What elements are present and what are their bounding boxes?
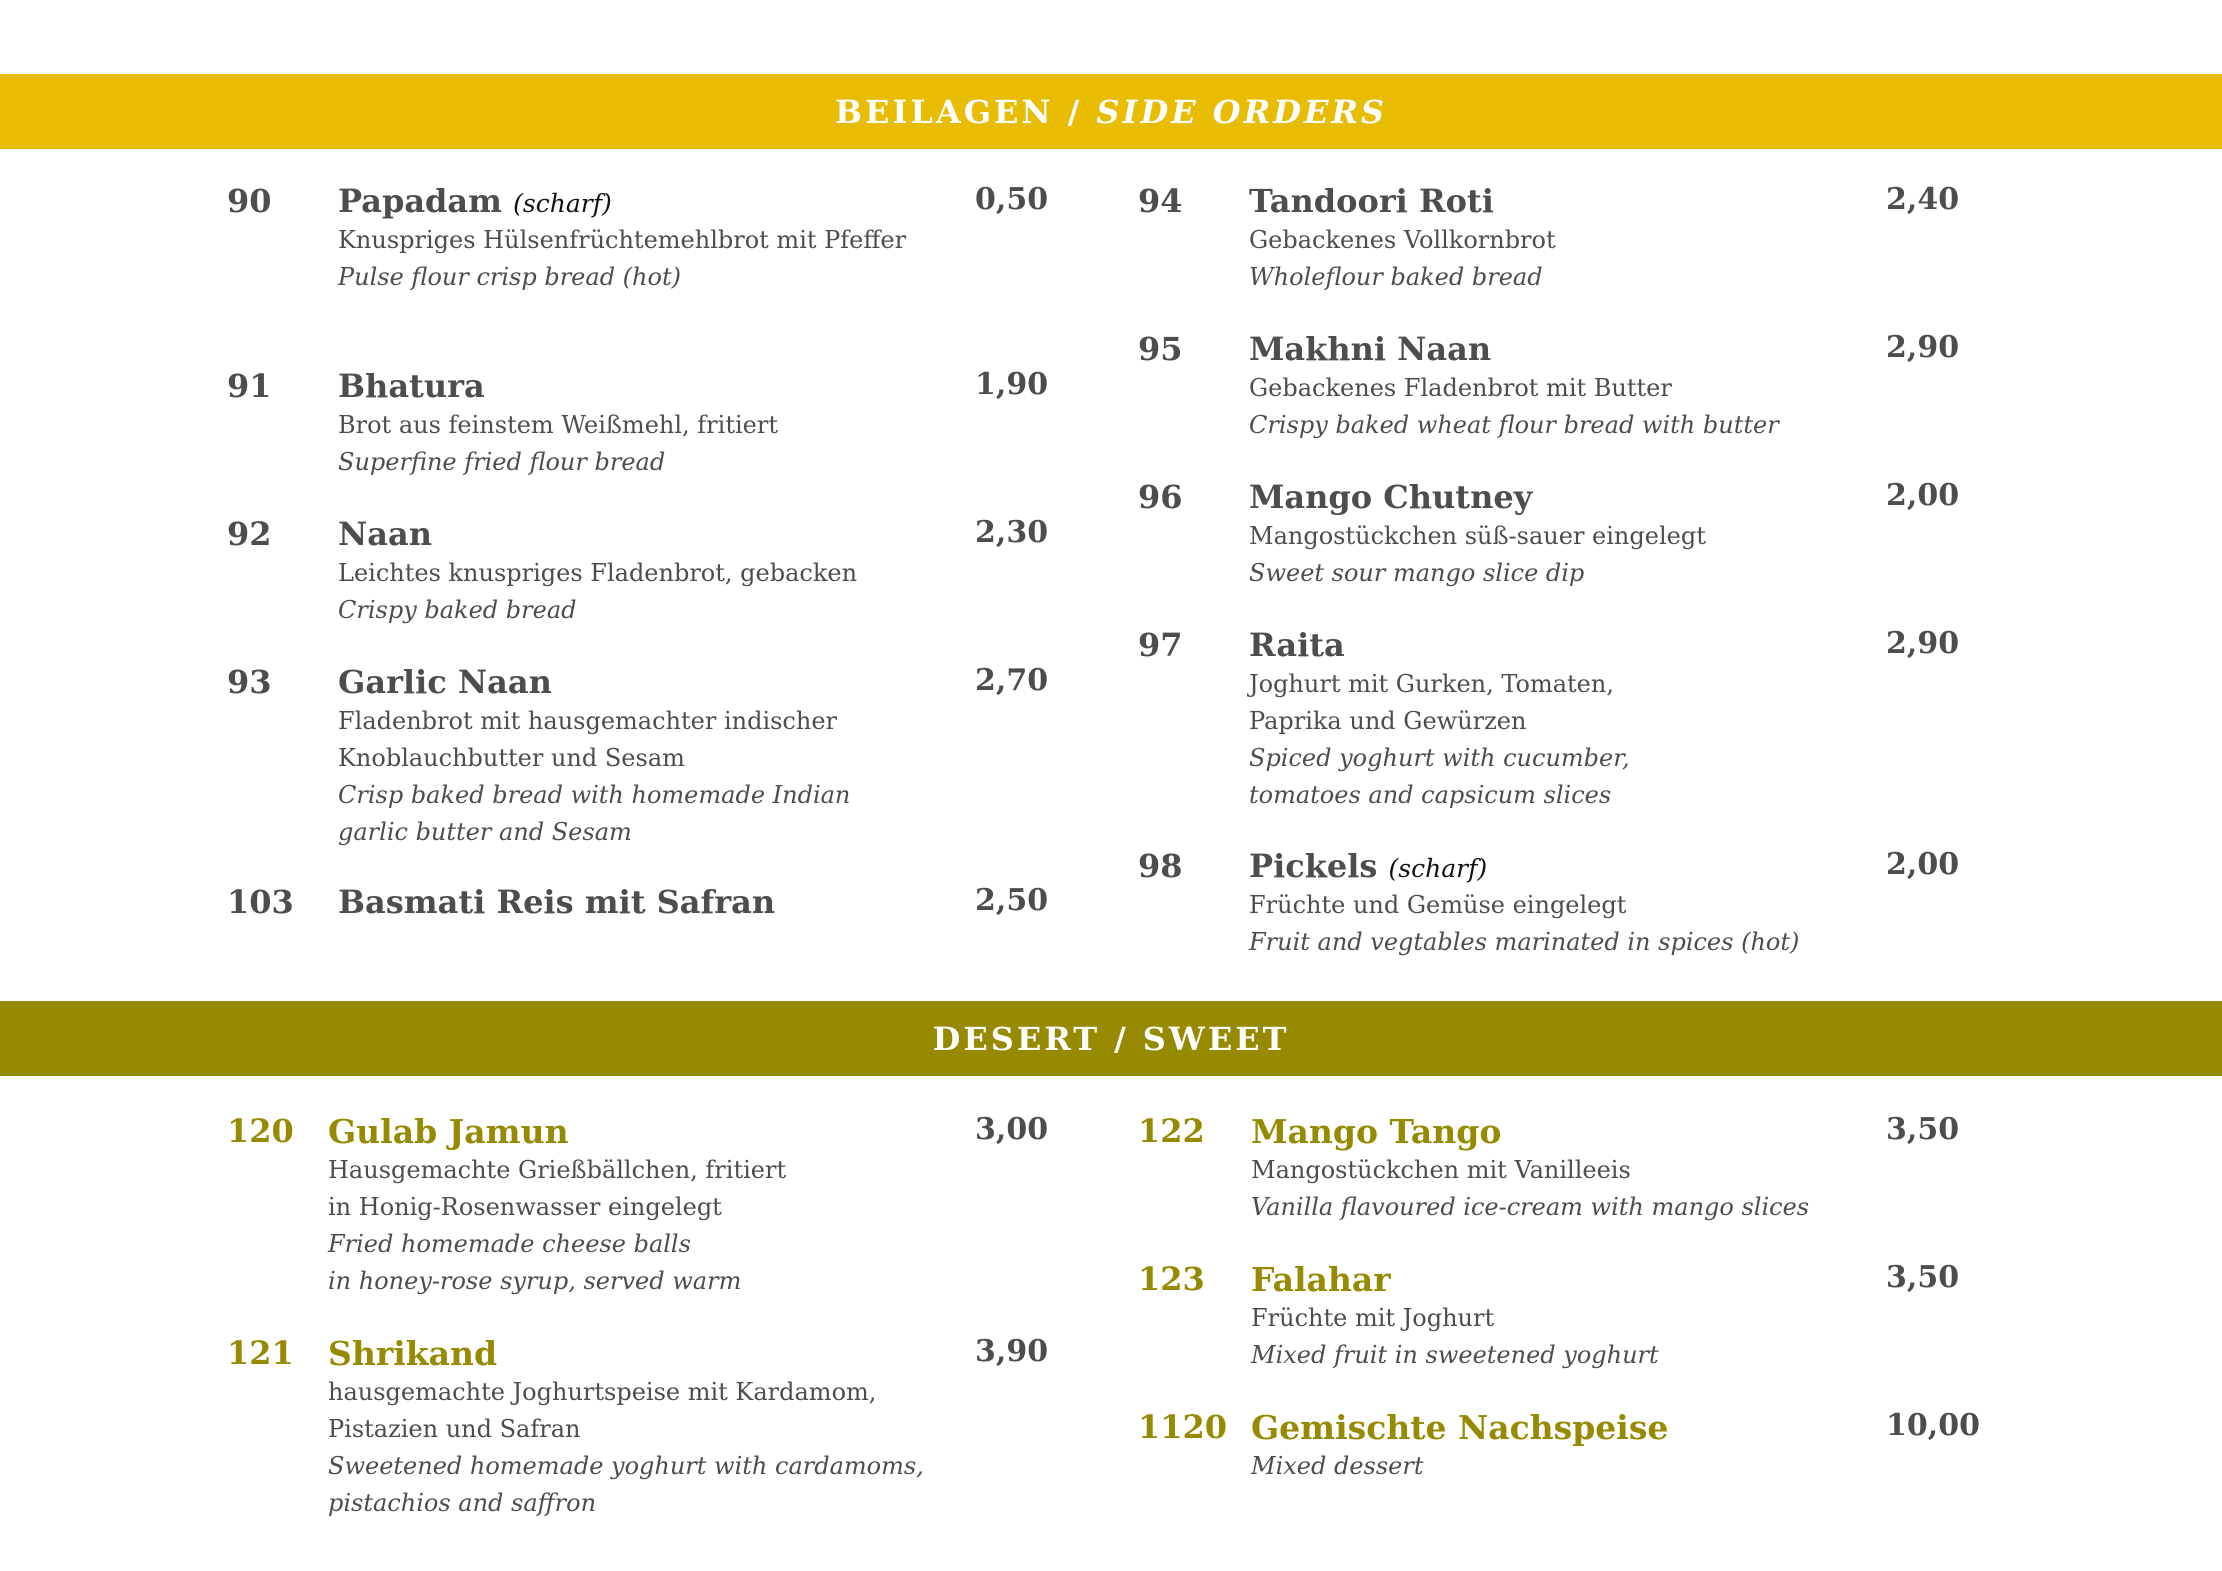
item-description-en: Vanilla flavoured ice-cream with mango slices [1251, 1193, 1810, 1221]
item-name: Makhni Naan [1249, 330, 1492, 368]
item-title [1249, 847, 1487, 885]
item-number: 1120 [1138, 1408, 1228, 1446]
item-price: 3,50 [1886, 1112, 1960, 1147]
item-description-en: Crispy baked wheat flour bread with butter [1249, 411, 1779, 439]
item-number: 91 [227, 367, 272, 405]
item-description-de: Früchte mit Joghurt [1251, 1304, 1495, 1332]
item-name: Bhatura [338, 367, 485, 405]
item-description-de: hausgemachte Joghurtspeise mit Kardamom, [328, 1378, 877, 1406]
item-description [338, 703, 850, 851]
dessert-banner [0, 1001, 2222, 1076]
item-number: 94 [1138, 182, 1183, 220]
item-number: 96 [1138, 478, 1183, 516]
item-description-de: Leichtes knuspriges Fladenbrot, gebacken [338, 559, 858, 587]
item-description [328, 1374, 924, 1522]
item-name: Basmati Reis mit Safran [338, 883, 776, 921]
item-description-de: Früchte und Gemüse eingelegt [1249, 891, 1627, 919]
item-price: 2,90 [1886, 626, 1960, 661]
item-description-en: Mixed fruit in sweetened yoghurt [1251, 1341, 1659, 1369]
item-number: 92 [227, 515, 272, 553]
item-price: 3,50 [1886, 1260, 1960, 1295]
item-title [1251, 1408, 1668, 1447]
item-description-en: Spiced yoghurt with cucumber, [1249, 744, 1630, 772]
dessert-separator: / [1114, 1019, 1129, 1058]
item-number: 122 [1138, 1112, 1205, 1150]
side-orders-title-de: BEILAGEN [834, 92, 1054, 131]
item-price: 2,50 [975, 883, 1049, 918]
item-description-de: Paprika und Gewürzen [1249, 707, 1527, 735]
item-description-en: Fruit and vegtables marinated in spices (hot) [1249, 928, 1800, 956]
item-description-en: Mixed dessert [1251, 1452, 1424, 1480]
item-description-de: Pistazien und Safran [328, 1415, 581, 1443]
item-description-de: Knuspriges Hülsenfrüchtemehlbrot mit Pfeffer [338, 226, 907, 254]
item-note: (scharf) [513, 189, 612, 218]
item-description-de: in Honig-Rosenwasser eingelegt [328, 1193, 722, 1221]
item-name: Gulab Jamun [328, 1112, 569, 1151]
item-price: 2,40 [1886, 182, 1960, 217]
item-price: 2,30 [975, 515, 1049, 550]
item-description-en: Sweetened homemade yoghurt with cardamoms, [328, 1452, 924, 1480]
item-number: 93 [227, 663, 272, 701]
item-description [1249, 666, 1630, 814]
item-title [338, 515, 432, 553]
item-description-de: Hausgemachte Grießbällchen, fritiert [328, 1156, 787, 1184]
item-title [328, 1112, 569, 1151]
item-description [1249, 370, 1779, 444]
item-name: Tandoori Roti [1249, 182, 1494, 220]
item-description [1251, 1300, 1659, 1374]
item-price: 2,90 [1886, 330, 1960, 365]
item-number: 90 [227, 182, 272, 220]
item-description [338, 407, 778, 481]
item-description-de: Mangostückchen süß-sauer eingelegt [1249, 522, 1706, 550]
item-price: 2,00 [1886, 847, 1960, 882]
item-title [338, 182, 612, 220]
item-name: Raita [1249, 626, 1345, 664]
item-name: Shrikand [328, 1334, 498, 1373]
item-description-en: Pulse flour crisp bread (hot) [338, 263, 681, 291]
item-description-de: Brot aus feinstem Weißmehl, fritiert [338, 411, 778, 439]
side-orders-separator: / [1067, 92, 1083, 131]
item-description-de: Gebackenes Vollkornbrot [1249, 226, 1556, 254]
item-title [338, 367, 485, 405]
item-description [338, 222, 906, 296]
item-description [1249, 518, 1706, 592]
item-description-de: Mangostückchen mit Vanilleeis [1251, 1156, 1631, 1184]
item-name: Naan [338, 515, 432, 553]
item-number: 97 [1138, 626, 1183, 664]
dessert-title-de: DESERT [932, 1019, 1101, 1058]
item-description-en: Crispy baked bread [338, 596, 577, 624]
item-description [1249, 887, 1799, 961]
item-description-en: Crisp baked bread with homemade Indian [338, 781, 851, 809]
item-description-en: tomatoes and capsicum slices [1249, 781, 1612, 809]
item-title [1249, 478, 1532, 516]
item-price: 1,90 [975, 367, 1049, 402]
item-price: 10,00 [1886, 1408, 1980, 1443]
item-title [1249, 626, 1345, 664]
item-note: (scharf) [1388, 854, 1488, 883]
item-title [328, 1334, 497, 1373]
item-name: Garlic Naan [338, 663, 552, 701]
item-description-en: Fried homemade cheese balls [328, 1230, 691, 1258]
item-number: 103 [227, 883, 294, 921]
item-title [1249, 330, 1491, 368]
side-orders-title-en: SIDE ORDERS [1096, 92, 1388, 131]
item-number: 95 [1138, 330, 1183, 368]
item-description [338, 555, 857, 629]
item-number: 98 [1138, 847, 1183, 885]
item-number: 121 [227, 1334, 294, 1372]
item-description-en: Superfine fried flour bread [338, 448, 666, 476]
dessert-title-en: SWEET [1142, 1019, 1290, 1058]
item-description-de: Knoblauchbutter und Sesam [338, 744, 685, 772]
item-number: 120 [227, 1112, 294, 1150]
item-description-de: Fladenbrot mit hausgemachter indischer [338, 707, 838, 735]
item-name: Mango Tango [1251, 1112, 1502, 1151]
item-title [1249, 182, 1494, 220]
item-price: 3,90 [975, 1334, 1049, 1369]
item-description [1251, 1152, 1809, 1226]
item-price: 2,00 [1886, 478, 1960, 513]
item-description-en: Wholeflour baked bread [1249, 263, 1543, 291]
item-title [1251, 1112, 1501, 1151]
item-name: Papadam [338, 182, 503, 220]
item-name: Pickels [1249, 847, 1378, 885]
item-description-de: Gebackenes Fladenbrot mit Butter [1249, 374, 1672, 402]
item-number: 123 [1138, 1260, 1205, 1298]
item-description [1251, 1448, 1424, 1485]
item-name: Falahar [1251, 1260, 1391, 1299]
item-price: 2,70 [975, 663, 1049, 698]
item-description-en: in honey-rose syrup, served warm [328, 1267, 742, 1295]
side-orders-banner [0, 74, 2222, 149]
item-description-en: garlic butter and Sesam [338, 818, 632, 846]
item-price: 0,50 [975, 182, 1049, 217]
item-description [1249, 222, 1556, 296]
item-description [328, 1152, 786, 1300]
item-description-en: pistachios and saffron [328, 1489, 597, 1517]
item-name: Gemischte Nachspeise [1251, 1408, 1669, 1447]
item-description-de: Joghurt mit Gurken, Tomaten, [1249, 670, 1614, 698]
item-price: 3,00 [975, 1112, 1049, 1147]
item-description-en: Sweet sour mango slice dip [1249, 559, 1585, 587]
item-title [338, 663, 552, 701]
item-name: Mango Chutney [1249, 478, 1533, 516]
item-title [338, 883, 775, 921]
item-title [1251, 1260, 1391, 1299]
